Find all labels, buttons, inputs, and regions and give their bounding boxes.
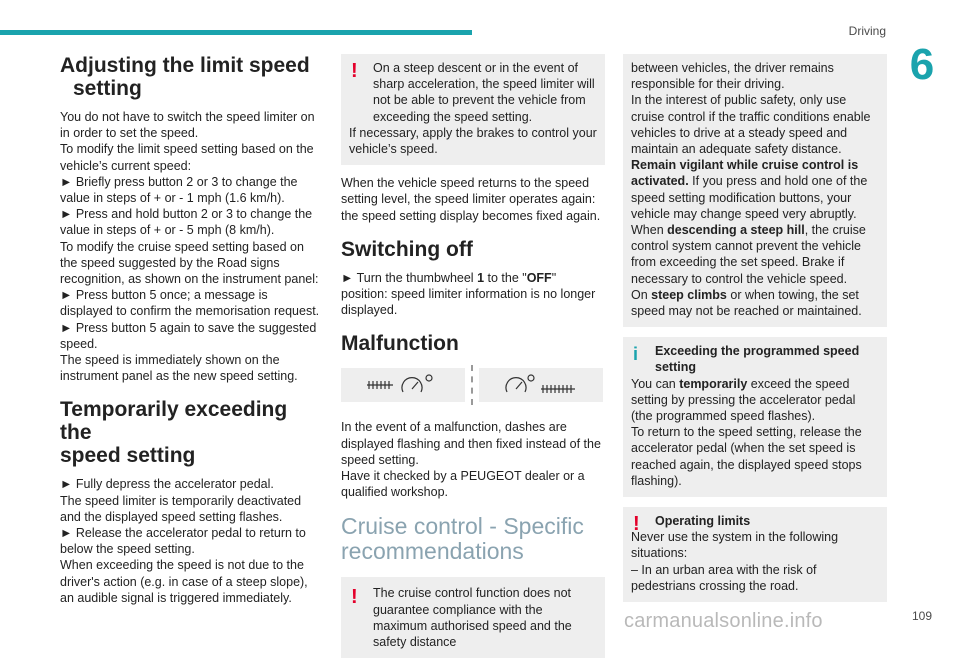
warning-exclamation-icon: ! [633, 513, 640, 536]
info-text [631, 376, 879, 425]
paragraph: The speed limiter is temporarily deactivated and the displayed speed setting flashes. [60, 493, 302, 524]
running-head: Driving [848, 24, 886, 38]
paragraph-press-hold: ► Press and hold button 2 or 3 to change the value in steps of + or - 5 mph (8 km/h). [60, 207, 313, 238]
warning-text: – In an urban area with the risk of pedestrians crossing the road. [631, 562, 817, 593]
warning-box-steep-descent [341, 54, 605, 165]
text: You can [631, 376, 680, 391]
paragraph: The speed is immediately shown on the instrument panel as the new speed setting. [60, 353, 298, 384]
warning-text-descending [631, 222, 879, 287]
paragraph-press-once: ► Press button 5 once; a message is displayed to confirm the memorisation request. [60, 288, 320, 319]
text-bold: steep climbs [651, 287, 727, 302]
heading-malfunction: Malfunction [341, 332, 459, 356]
text-bold: descending a steep hill [667, 223, 805, 238]
warning-box-cruise-compliance [341, 577, 605, 658]
speed-limiter-dashes-right [479, 368, 603, 402]
paragraph: Have it checked by a PEUGEOT dealer or a qualified workshop. [341, 469, 585, 500]
malfunction-icons [341, 365, 605, 405]
speed-gauge-icon [363, 372, 443, 398]
paragraph: ► Fully depress the accelerator pedal. [60, 477, 274, 492]
speed-limiter-dashes-left [341, 368, 465, 402]
warning-text: In the interest of public safety, only use cruise control if the traffic conditions enable vehicles to drive at a steady speed and maintain an adequate safety distance. [631, 93, 871, 157]
paragraph-switch-off [341, 270, 605, 319]
heading-temporarily-exceeding [60, 398, 322, 467]
warning-text: If necessary, apply the brakes to control your vehicle’s speed. [349, 125, 597, 157]
page-number: 109 [911, 609, 932, 623]
text: If you press and hold one of the speed setting modification buttons, your vehicle may change speed very abruptly. [631, 174, 868, 221]
warning-text: The cruise control function does not guarantee compliance with the maximum authorised speed and the safety distance [373, 586, 572, 650]
paragraph: ► Release the accelerator pedal to return to below the speed setting. [60, 526, 306, 557]
chapter-number: 6 [909, 40, 935, 89]
heading-line-1: Adjusting the limit speed [60, 54, 310, 77]
text: or when towing, the set speed may not be reached or maintained. [631, 287, 862, 319]
paragraph: In the event of a malfunction, dashes are displayed flashing and then fixed instead of the speed setting. [341, 420, 601, 467]
heading-line-2: setting [73, 77, 142, 100]
warning-text: between vehicles, the driver remains responsible for their driving. [631, 61, 834, 92]
text: When [631, 223, 668, 238]
speed-gauge-icon [501, 372, 581, 398]
info-box-exceeding-speed [623, 337, 887, 497]
heading-line-2: speed setting [60, 444, 196, 468]
warning-box-operating-limits [623, 507, 887, 602]
heading-switching-off: Switching off [341, 237, 473, 261]
text: , the cruise control system cannot prevent the vehicle from exceeding the set speed. Brake if necessary to control the vehicle speed. [631, 223, 866, 286]
column-1 [60, 54, 322, 606]
text-bold: OFF [526, 270, 552, 285]
warning-text-vigilant [631, 157, 879, 222]
header-accent-bar [0, 30, 472, 35]
paragraph: To modify the cruise speed setting based on the speed suggested by the Road signs recognition, as shown on the instrument panel: [60, 239, 319, 287]
warning-text: Never use the system in the following situations: [631, 530, 839, 561]
column-2 [341, 54, 605, 658]
text-bold: temporarily [679, 376, 748, 391]
heading-line-1: Temporarily exceeding the [60, 398, 288, 445]
text: to the " [487, 270, 527, 285]
text: " position: speed limiter information is no longer displayed. [341, 270, 596, 318]
text: exceed the speed setting by pressing the accelerator pedal (the programmed speed flashes). [631, 376, 856, 424]
warning-exclamation-icon: ! [351, 586, 358, 609]
warning-text: On a steep descent or in the event of sharp acceleration, the speed limiter will not be able to prevent the vehicle from exceeding the speed setting. [373, 61, 595, 124]
text-bold: Operating limits [655, 514, 751, 529]
text-bold: 1 [477, 270, 485, 285]
info-icon: i [633, 344, 639, 365]
heading-adjust-limit-speed [60, 54, 322, 100]
paragraph-press-again: ► Press button 5 again to save the suggested speed. [60, 320, 317, 351]
warning-title [631, 513, 879, 529]
paragraph-brief-press: ► Briefly press button 2 or 3 to change the value in steps of + or - 1 mph (1.6 km/h). [60, 174, 298, 206]
info-title [631, 343, 879, 375]
paragraph: To modify the limit speed setting based on the vehicle’s current speed: [60, 142, 314, 173]
column-3 [623, 54, 887, 602]
warning-text-climbs [631, 287, 879, 319]
watermark: carmanualsonline.info [624, 610, 823, 632]
heading-cruise-control-recommendations: Cruise control - Specific recommendations [341, 513, 584, 565]
info-text: To return to the speed setting, release the accelerator pedal (when the set speed is reached again, the displayed speed stops flashing). [631, 425, 862, 488]
warning-box-continued [623, 54, 887, 327]
text-bold: Remain vigilant while cruise control is activated. [631, 158, 859, 189]
text: ► Turn the thumbwheel [341, 270, 474, 285]
paragraph: You do not have to switch the speed limiter on in order to set the speed. [60, 110, 315, 141]
text: On [631, 287, 652, 302]
text-bold: Exceeding the programmed speed setting [655, 344, 860, 375]
paragraph: When the vehicle speed returns to the speed setting level, the speed limiter operates again: the speed setting display becomes fixed again. [341, 176, 601, 223]
divider [471, 365, 473, 405]
warning-exclamation-icon: ! [351, 60, 358, 82]
paragraph: When exceeding the speed is not due to the driver's action (e.g. in case of a steep slope), an audible signal is triggered immediately. [60, 558, 308, 605]
